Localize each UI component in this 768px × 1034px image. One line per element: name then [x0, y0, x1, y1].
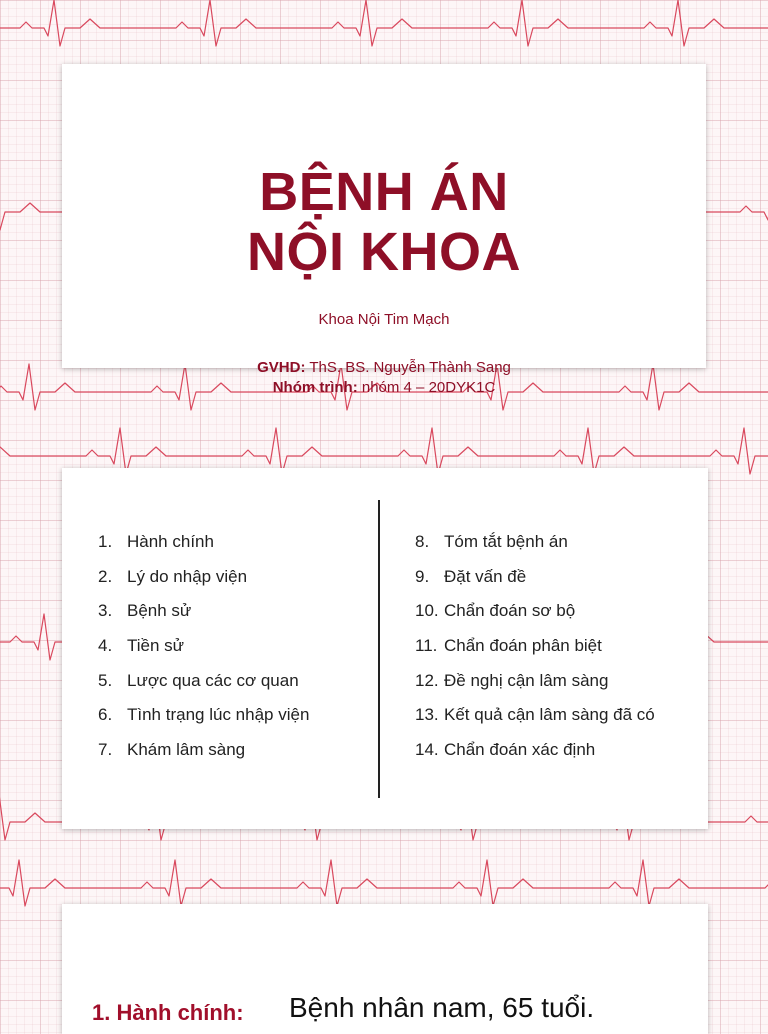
toc-item-label: Lược qua các cơ quan — [127, 670, 299, 690]
toc-item-number: 5. — [98, 670, 113, 690]
toc-divider — [378, 500, 380, 798]
toc-item-label: Tình trạng lúc nhập viện — [127, 705, 310, 725]
group-line — [62, 378, 706, 398]
toc-item — [415, 740, 655, 775]
toc-item-number: 11. — [415, 636, 438, 656]
advisor-value: ThS. BS. Nguyễn Thành Sang — [309, 359, 511, 376]
section-text: Bệnh nhân nam, 65 tuổi. — [289, 992, 595, 1023]
ecg-trace — [0, 860, 768, 906]
toc-item-label: Chẩn đoán phân biệt — [444, 636, 602, 656]
toc-item — [415, 671, 655, 706]
toc-item — [415, 601, 655, 636]
advisor-label: GVHD: — [257, 359, 306, 376]
toc-item — [98, 740, 309, 775]
toc-item-number: 12. — [415, 670, 439, 690]
toc-item-number: 13. — [415, 705, 439, 725]
section-heading: 1. Hành chính: — [92, 1000, 244, 1025]
toc-item-number: 3. — [98, 601, 113, 621]
toc-item-label: Chẩn đoán sơ bộ — [444, 601, 576, 621]
toc-item — [98, 671, 309, 706]
toc-item — [98, 601, 309, 636]
group-value: nhóm 4 – 20DYK1C — [361, 379, 496, 396]
department-subtitle: Khoa Nội Tim Mạch — [318, 311, 450, 328]
toc-item-label: Bệnh sử — [127, 601, 192, 621]
toc-item-label: Chẩn đoán xác định — [444, 740, 596, 760]
toc-item-number: 10. — [415, 601, 439, 621]
toc-item-label: Khám lâm sàng — [127, 740, 246, 760]
toc-item-label: Đặt vấn đề — [444, 566, 527, 586]
toc-item-label: Tiền sử — [127, 636, 185, 656]
group-label: Nhóm trình: — [272, 379, 358, 396]
toc-item-number: 2. — [98, 566, 113, 586]
toc-item-number: 14. — [415, 740, 439, 760]
toc-item-number: 1. — [98, 532, 113, 551]
toc-item-label: Lý do nhập viện — [127, 566, 248, 586]
toc-item-number: 4. — [98, 636, 113, 656]
ecg-trace — [0, 0, 768, 46]
toc-item-label: Đề nghị cận lâm sàng — [444, 670, 609, 690]
toc-item — [98, 567, 309, 602]
title-card — [62, 64, 706, 396]
toc-item-number: 7. — [98, 740, 113, 760]
toc-item — [415, 705, 655, 740]
toc-item — [98, 636, 309, 671]
meta-info — [62, 358, 706, 398]
advisor-line — [62, 358, 706, 378]
toc-item-label: Hành chính — [127, 532, 214, 551]
toc-item — [415, 532, 655, 567]
title-line-1: BỆNH ÁN — [259, 162, 509, 222]
toc-item — [415, 567, 655, 602]
title-line-2: NỘI KHOA — [247, 222, 521, 282]
toc-item — [415, 636, 655, 671]
section-card — [62, 904, 708, 1034]
toc-item-number: 9. — [415, 566, 430, 586]
toc-item-number: 6. — [98, 705, 113, 725]
page-title — [62, 162, 706, 282]
table-of-contents-card — [62, 468, 708, 829]
toc-item-number: 8. — [415, 532, 430, 551]
toc-item — [98, 705, 309, 740]
toc-left-column — [98, 532, 309, 775]
toc-item — [98, 532, 309, 567]
toc-right-column — [415, 532, 655, 775]
toc-item-label: Tóm tắt bệnh án — [444, 532, 568, 551]
toc-item-label: Kết quả cận lâm sàng đã có — [444, 705, 655, 725]
